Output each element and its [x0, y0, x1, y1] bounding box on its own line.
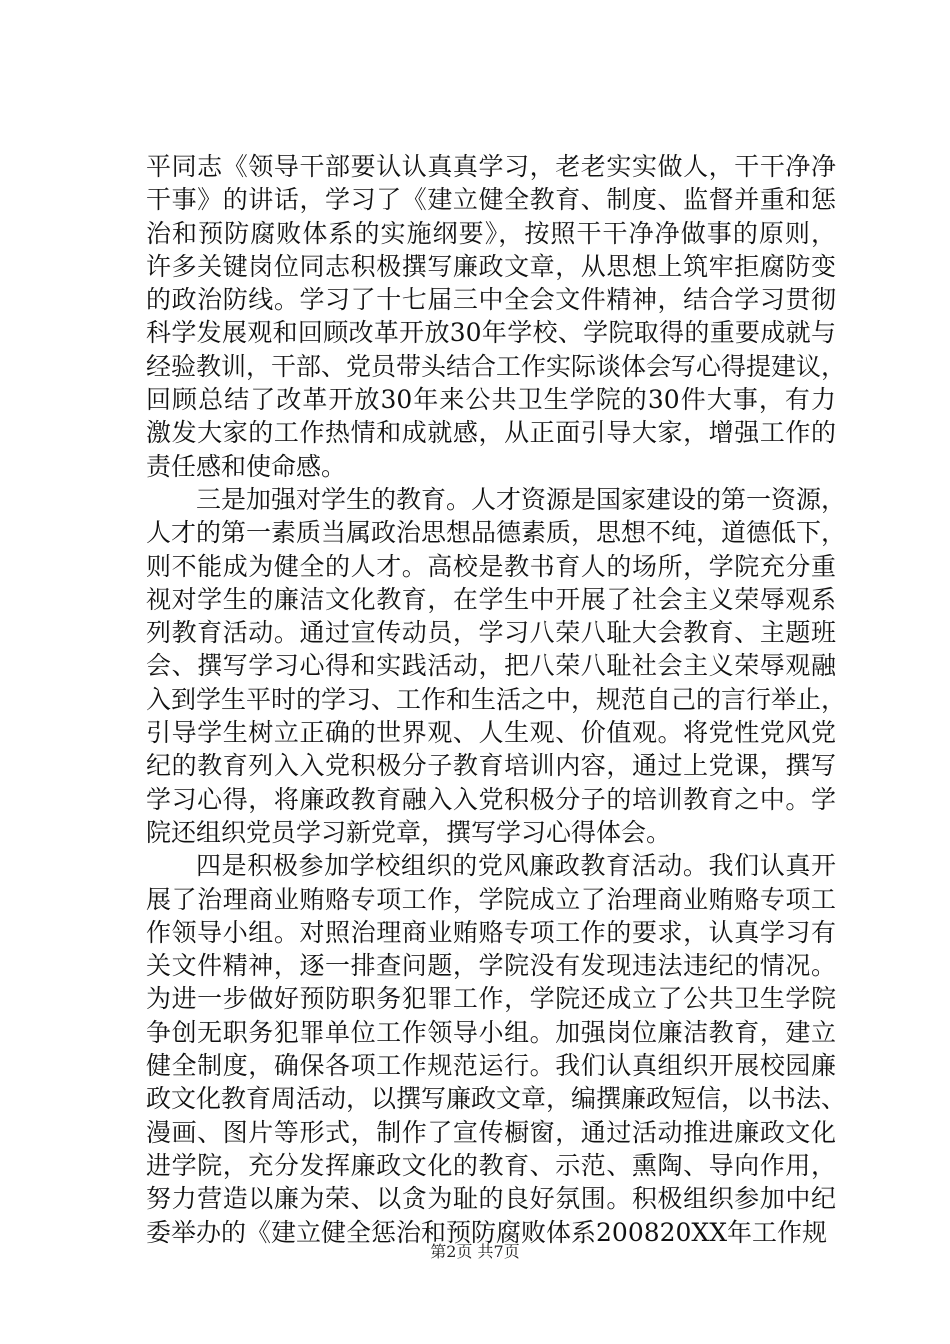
text-line: 展了治理商业贿赂专项工作，学院成立了治理商业贿赂专项工 [146, 884, 836, 914]
text-line: 努力营造以廉为荣、以贪为耻的良好氛围。积极组织参加中纪 [146, 1184, 836, 1214]
text-line: 四是积极参加学校组织的党风廉政教育活动。我们认真开 [196, 851, 836, 881]
paragraph [146, 150, 847, 483]
text-line: 激发大家的工作热情和成就感，从正面引导大家，增强工作的 [146, 418, 836, 448]
text-line: 人才的第一素质当属政治思想品德素质，思想不纯，道德低下， [146, 518, 847, 548]
text-line: 健全制度，确保各项工作规范运行。我们认真组织开展校园廉 [146, 1051, 836, 1081]
body-text [146, 150, 847, 1249]
text-line: 则不能成为健全的人才。高校是教书育人的场所，学院充分重 [146, 551, 836, 581]
paragraph [146, 849, 847, 1249]
text-line: 关文件精神，逐一排查问题，学院没有发现违法违纪的情况。 [146, 951, 836, 981]
text-line: 学习心得，将廉政教育融入入党积极分子的培训教育之中。学 [146, 784, 836, 814]
paragraph [146, 483, 847, 849]
text-line: 干事》的讲话，学习了《建立健全教育、制度、监督并重和惩 [146, 185, 836, 215]
text-line: 纪的教育列入入党积极分子教育培训内容，通过上党课，撰写 [146, 751, 836, 781]
text-line: 科学发展观和回顾改革开放30年学校、学院取得的重要成就与 [146, 318, 836, 348]
text-line: 入到学生平时的学习、工作和生活之中，规范自己的言行举止， [146, 684, 847, 714]
text-line: 政文化教育周活动，以撰写廉政文章，编撰廉政短信，以书法、 [146, 1084, 847, 1114]
text-line: 进学院，充分发挥廉政文化的教育、示范、熏陶、导向作用， [146, 1150, 836, 1180]
text-line: 治和预防腐败体系的实施纲要》，按照干干净净做事的原则， [146, 218, 836, 248]
text-line: 的政治防线。学习了十七届三中全会文件精神，结合学习贯彻 [146, 285, 836, 315]
text-line: 三是加强对学生的教育。人才资源是国家建设的第一资源， [196, 484, 847, 514]
page-footer: 第2页 共7页 [430, 1242, 520, 1261]
text-line: 委举办的《建立健全惩治和预防腐败体系200820XX年工作规 [146, 1217, 828, 1247]
text-line: 为进一步做好预防职务犯罪工作，学院还成立了公共卫生学院 [146, 984, 836, 1014]
text-line: 回顾总结了改革开放30年来公共卫生学院的30件大事，有力 [146, 385, 836, 415]
text-line: 会、撰写学习心得和实践活动，把八荣八耻社会主义荣辱观融 [146, 651, 836, 681]
text-line: 经验教训，干部、党员带头结合工作实际谈体会写心得提建议， [146, 351, 847, 381]
text-line: 列教育活动。通过宣传动员，学习八荣八耻大会教育、主题班 [146, 618, 836, 648]
text-line: 视对学生的廉洁文化教育，在学生中开展了社会主义荣辱观系 [146, 584, 836, 614]
text-line: 引导学生树立正确的世界观、人生观、价值观。将党性党风党 [146, 718, 836, 748]
text-line: 责任感和使命感。 [146, 451, 347, 481]
text-line: 院还组织党员学习新党章，撰写学习心得体会。 [146, 817, 672, 847]
text-line: 许多关键岗位同志积极撰写廉政文章，从思想上筑牢拒腐防变 [146, 251, 836, 281]
text-line: 争创无职务犯罪单位工作领导小组。加强岗位廉洁教育，建立 [146, 1017, 836, 1047]
text-line: 漫画、图片等形式，制作了宣传橱窗，通过活动推进廉政文化 [146, 1117, 836, 1147]
text-line: 作领导小组。对照治理商业贿赂专项工作的要求，认真学习有 [146, 917, 836, 947]
text-line: 平同志《领导干部要认认真真学习，老老实实做人，干干净净 [146, 152, 836, 181]
